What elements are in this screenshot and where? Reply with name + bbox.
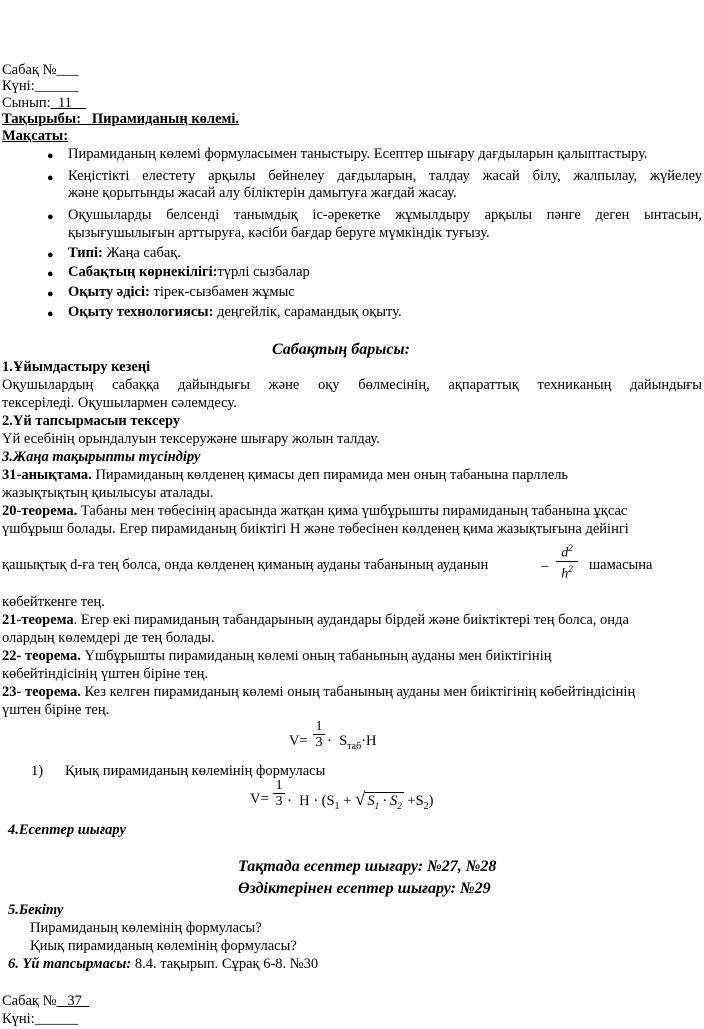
- lesson-number: Сабақ №___: [2, 62, 79, 78]
- fraction-d2-h2: $\frac{d^2}{h^2}$: [556, 541, 578, 581]
- self-tasks: Өздіктерінен есептер шығару: №29: [238, 880, 491, 897]
- theorem-20-line-5: көбейткенге тең.: [2, 594, 105, 610]
- meta-visuals: Сабақтың көрнекілігі:түрлі сызбалар: [68, 264, 310, 280]
- bullet-dot: ●: [47, 249, 54, 261]
- theorem-23-line-1: 23- теорема. Кез келген пирамиданың көлемі оның табанының ауданы мен биіктігінің көбейтіндісінің: [2, 684, 636, 700]
- class-label: Сынып:: [2, 95, 51, 111]
- goal-1-line-1: Пирамиданың көлемі формуласымен таныстыру. Есептер шығару дағдыларын қалыптастыру.: [68, 146, 648, 162]
- topic-line: [2, 111, 239, 128]
- item-1-number: 1): [31, 763, 44, 779]
- sqrt-symbol: √: [354, 789, 366, 810]
- section-5-question-1: Пирамиданың көлемінің формуласы?: [30, 920, 262, 936]
- formula-volume: V=: [289, 733, 308, 749]
- section-2-title: 2.Үй тапсырмасын тексеру: [2, 413, 181, 429]
- meta-type: Типі: Жаңа сабақ.: [68, 245, 181, 261]
- section-1-text-1: Оқушылардың сабаққа дайындығы және оқу бөлмесінің, ақпараттық техниканың дайындығы: [2, 377, 702, 393]
- definition-31-line-1: 31-анықтама. Пирамиданың көлденең қимасы деп пирамида мен оның табанына парллель: [2, 467, 569, 483]
- footer-date: Күні:______: [2, 1011, 79, 1027]
- definition-31-line-2: жазықтықтың қиылысуы аталады.: [2, 485, 214, 501]
- minus-sign: –: [541, 558, 549, 574]
- theorem-22-line-1: 22- теорема. Үшбұрышты пирамиданың көлемі оның табанының ауданы мен биіктігінің: [2, 648, 552, 664]
- theorem-20-line-2: үшбұрыш болады. Егер пирамиданың биіктігі Н және төбесінен көлденең қима жазықтығына дейінгі: [2, 521, 629, 537]
- sqrt-content: $S_1 \cdot S_2$: [367, 793, 402, 811]
- theorem-20-line-4: шамасына: [589, 557, 653, 573]
- bullet-dot: ●: [47, 308, 54, 320]
- theorem-21-line-1: 21-теорема. Егер екі пирамиданың табандарының аудандары бірдей және биіктіктері тең болса, онда: [2, 612, 629, 628]
- lesson-date: Күні:______: [2, 78, 79, 94]
- bullet-dot: ●: [47, 211, 54, 223]
- theorem-20-line-3: қашықтық d-ға тең болса, онда көлденең қиманың ауданы табанының ауданын: [2, 557, 489, 573]
- formula-truncated-rest: · $Н \cdot (S_1$ + √ $S_1 \cdot S_2 +S_2$): [287, 789, 434, 812]
- board-tasks: Тақтада есептер шығару: №27, №28: [238, 858, 497, 875]
- theorem-22-line-2: көбейтіндісінің үштен біріне тең.: [2, 666, 209, 682]
- footer-lesson-number: Сабақ № 37: [2, 993, 82, 1009]
- section-1-text-2: тексеріледі. Оқушылармен сәлемдесу.: [2, 395, 237, 411]
- section-6-line: 6. Үй тапсырмасы: 8.4. тақырып. Сұрақ 6-8. №30: [8, 956, 319, 972]
- class-line: [2, 95, 86, 112]
- theorem-20-line-1: 20-теорема. Табаны мен төбесінің арасында жатқан қима үшбұрышты пирамиданың табанына ұқсас: [2, 503, 628, 519]
- goal-2-line-2: және қорытынды жасай алу біліктерін дамытуға жағдай жасау.: [68, 185, 457, 201]
- bullet-dot: ●: [47, 288, 54, 300]
- section-2-text: Үй есебінің орындалуын тексеружәне шығару жолын талдау.: [2, 431, 380, 447]
- formula-volume-rest: · $S_{таб}\cdot Н$: [327, 733, 377, 752]
- goal-3-line-2: қызығушылығын арттыруға, кәсіби бағдар беруге мүмкіндік туғызу.: [68, 225, 490, 241]
- meta-method: Оқыту әдісі: тірек-сызбамен жұмыс: [68, 284, 295, 300]
- progress-title: Сабақтың барысы:: [272, 341, 410, 358]
- formula-truncated: V=: [250, 791, 269, 807]
- item-1-text: Қиық пирамиданың көлемінің формуласы: [65, 763, 326, 779]
- theorem-21-line-2: олардың көлемдері де тең болады.: [2, 630, 215, 646]
- formula-volume-fraction: $\frac{1}{3}$: [313, 719, 325, 750]
- class-value: 11: [57, 95, 72, 111]
- goal-2-line-1: Кеңістікті елестету арқылы бейнелеу дағдыларын, талдау жасай білу, жалпылау, жүйелеу: [68, 168, 702, 184]
- section-3-title: 3.Жаңа тақырыпты түсіндіру: [2, 449, 201, 465]
- topic-value: Пирамиданың көлемі.: [91, 111, 240, 127]
- section-5-title: 5.Бекіту: [8, 902, 64, 918]
- section-5-question-2: Қиық пирамиданың көлемінің формуласы?: [30, 938, 297, 954]
- meta-technology: Оқыту технологиясы: деңгейлік, сарамандық оқыту.: [68, 304, 402, 320]
- formula-truncated-fraction: $\frac{1}{3}$: [273, 778, 285, 809]
- section-1-title: 1.Ұйымдастыру кезеңі: [2, 359, 151, 375]
- section-4-title: 4.Есептер шығару: [8, 822, 126, 838]
- topic-label: Тақырыбы:: [2, 111, 82, 127]
- bullet-dot: ●: [47, 268, 54, 280]
- bullet-dot: ●: [47, 172, 54, 184]
- goal-3-line-1: Оқушыларды белсенді танымдық іс-әрекетке жұмылдыру арқылы пәнге деген ынтасын,: [68, 207, 702, 223]
- goals-label: Мақсаты:: [2, 128, 69, 144]
- bullet-dot: ●: [47, 150, 54, 162]
- theorem-23-line-2: үштен біріне тең.: [2, 702, 110, 718]
